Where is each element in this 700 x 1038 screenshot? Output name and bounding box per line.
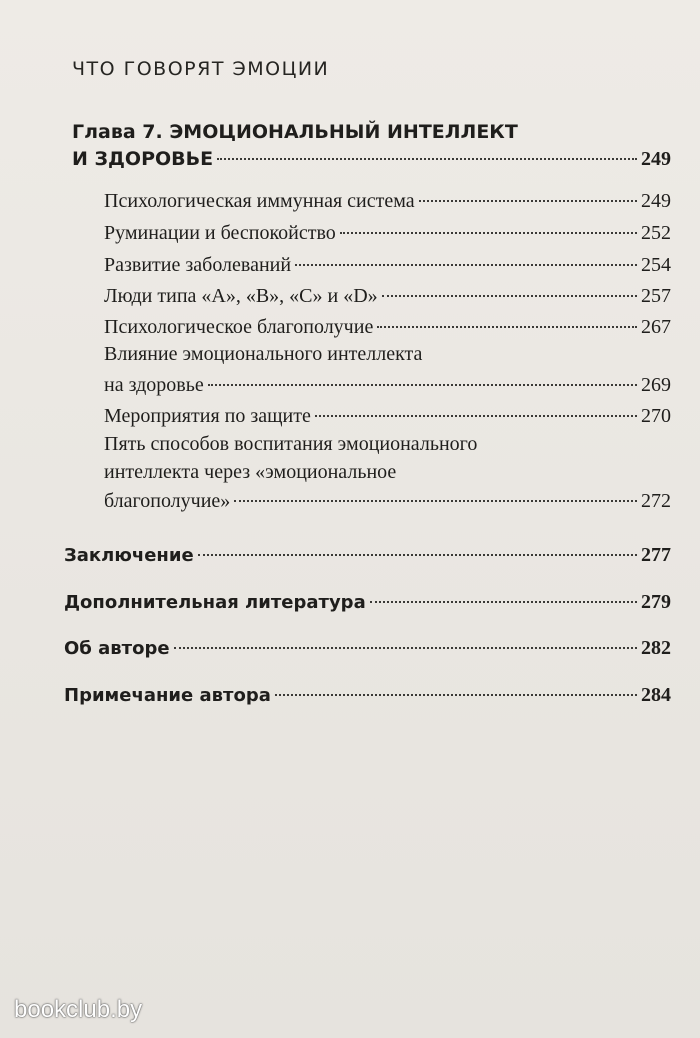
leader-dots [217,158,637,160]
toc-entry-about-author: Об авторе 282 [64,637,671,659]
page-number: 254 [641,254,671,276]
leader-dots [295,264,637,266]
toc-entry-author-note: Примечание автора 284 [64,684,671,706]
site-watermark: bookclub.by [14,996,143,1023]
toc-entry: благополучие» 272 [104,490,671,512]
leader-dots [174,647,637,649]
page-number: 284 [641,684,671,706]
leader-dots [419,200,637,202]
page-number: 269 [641,374,671,396]
leader-dots [377,326,637,328]
toc-entry-line: Пять способов воспитания эмоционального [104,433,478,455]
page-number: 282 [641,637,671,659]
page-number: 249 [641,190,671,212]
leader-dots [340,232,637,234]
toc-entry: Психологическая иммунная система 249 [104,190,671,212]
toc-entry: Психологическое благополучие 267 [104,316,671,338]
leader-dots [234,500,637,502]
page-number: 249 [641,148,671,170]
toc-entry: Мероприятия по защите 270 [104,405,671,427]
leader-dots [382,295,637,297]
toc-entry: Руминации и беспокойство 252 [104,222,671,244]
chapter-title-line-2: И ЗДОРОВЬЕ 249 [72,148,671,170]
leader-dots [208,384,637,386]
leader-dots [275,694,637,696]
page-number: 277 [641,544,671,566]
leader-dots [370,601,637,603]
running-header: ЧТО ГОВОРЯТ ЭМОЦИИ [72,58,330,80]
toc-entry-conclusion: Заключение 277 [64,544,671,566]
page-number: 272 [641,490,671,512]
toc-entry: Люди типа «А», «В», «С» и «D» 257 [104,285,671,307]
toc-entry: на здоровье 269 [104,374,671,396]
page-number: 257 [641,285,671,307]
leader-dots [198,554,637,556]
leader-dots [315,415,637,417]
toc-entry: Развитие заболеваний 254 [104,254,671,276]
toc-entry-line: Влияние эмоционального интеллекта [104,343,423,365]
chapter-title-line-1: Глава 7. ЭМОЦИОНАЛЬНЫЙ ИНТЕЛЛЕКТ [72,121,518,143]
page-number: 267 [641,316,671,338]
chapter-7-heading [72,116,672,148]
page-number: 279 [641,591,671,613]
toc-entry-further-reading: Дополнительная литература 279 [64,591,671,613]
page-number: 252 [641,222,671,244]
page-number: 270 [641,405,671,427]
toc-entry-line: интеллекта через «эмоциональное [104,461,397,483]
